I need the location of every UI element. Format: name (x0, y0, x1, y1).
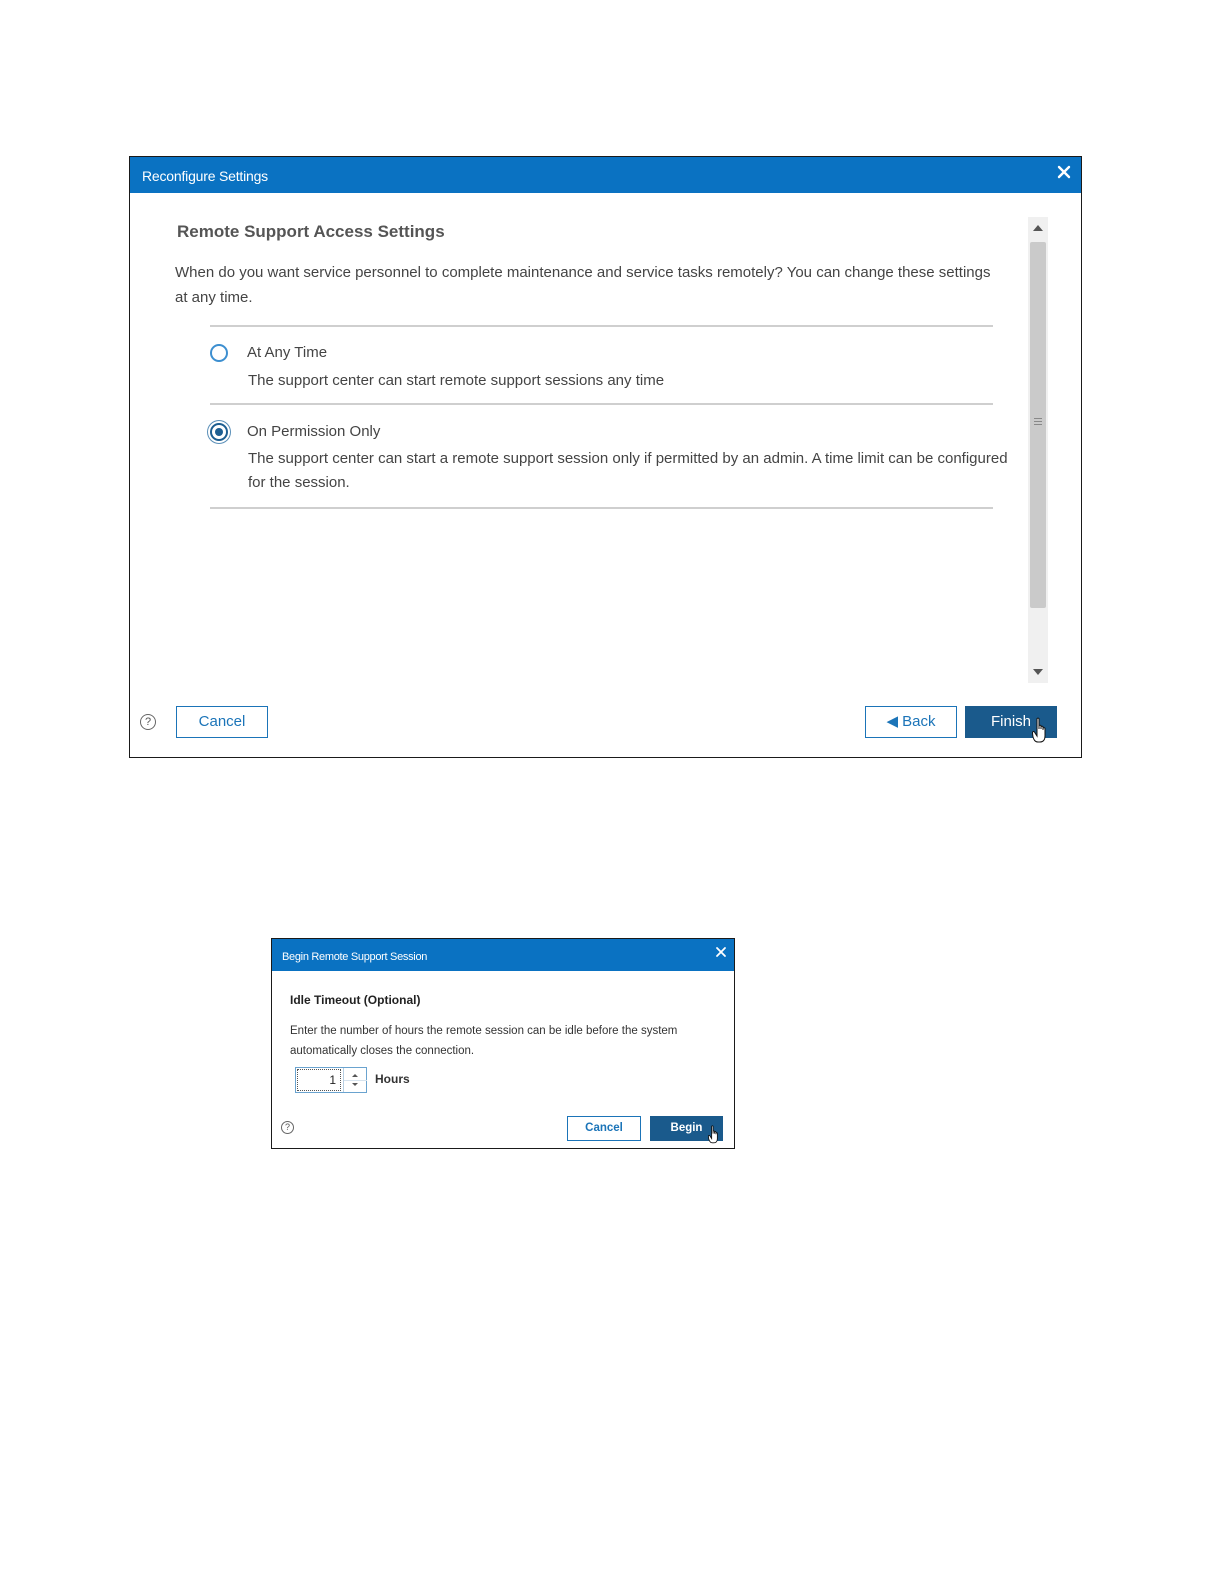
option-description-at-any-time: The support center can start remote support sessions any time (248, 372, 665, 389)
section-description: Enter the number of hours the remote session can be idle before the system automatically closes the connection. (290, 1025, 678, 1057)
finish-button[interactable]: Finish (965, 706, 1057, 738)
begin-remote-support-session-dialog (271, 938, 735, 1149)
option-label-at-any-time: At Any Time (247, 344, 328, 361)
section-heading: Idle Timeout (Optional) (290, 993, 421, 1007)
vertical-scrollbar[interactable] (1028, 217, 1048, 683)
hours-input[interactable]: 1 (297, 1069, 341, 1091)
scroll-down-arrow-icon[interactable] (1033, 669, 1043, 675)
spinner-divider (344, 1080, 367, 1081)
option-label-on-permission-only: On Permission Only (247, 423, 381, 440)
cancel-button[interactable]: Cancel (176, 706, 268, 738)
close-icon[interactable] (1056, 164, 1072, 180)
radio-on-permission-only[interactable] (210, 423, 228, 441)
divider (210, 403, 993, 405)
dialog-title: Begin Remote Support Session (282, 951, 428, 963)
spinner-up-arrow-icon[interactable] (352, 1074, 358, 1077)
back-button[interactable]: ◀ Back (865, 706, 957, 738)
help-icon[interactable]: ? (281, 1121, 294, 1134)
help-icon[interactable]: ? (140, 714, 156, 730)
section-description: When do you want service personnel to complete maintenance and service tasks remotely? You can change these settings at any time. (175, 264, 991, 306)
dialog-title: Reconfigure Settings (142, 168, 268, 184)
scrollbar-thumb[interactable] (1030, 242, 1046, 608)
dialog-titlebar (272, 939, 734, 971)
section-heading: Remote Support Access Settings (177, 222, 445, 241)
hours-unit-label: Hours (375, 1072, 410, 1086)
scroll-up-arrow-icon[interactable] (1033, 225, 1043, 231)
dialog-titlebar (130, 157, 1081, 193)
divider (210, 325, 993, 327)
hours-spinner[interactable] (295, 1067, 367, 1093)
close-icon[interactable] (715, 946, 727, 958)
radio-at-any-time[interactable] (210, 344, 228, 362)
begin-button[interactable]: Begin (650, 1116, 723, 1141)
reconfigure-settings-dialog (129, 156, 1082, 758)
cancel-button[interactable]: Cancel (567, 1116, 641, 1141)
spinner-buttons (343, 1068, 367, 1092)
spinner-down-arrow-icon[interactable] (352, 1083, 358, 1086)
grip-icon (1034, 418, 1042, 419)
option-description-on-permission-only: The support center can start a remote support session only if permitted by an admin. A time limit can be configured for the session. (248, 450, 1008, 491)
divider (210, 507, 993, 509)
